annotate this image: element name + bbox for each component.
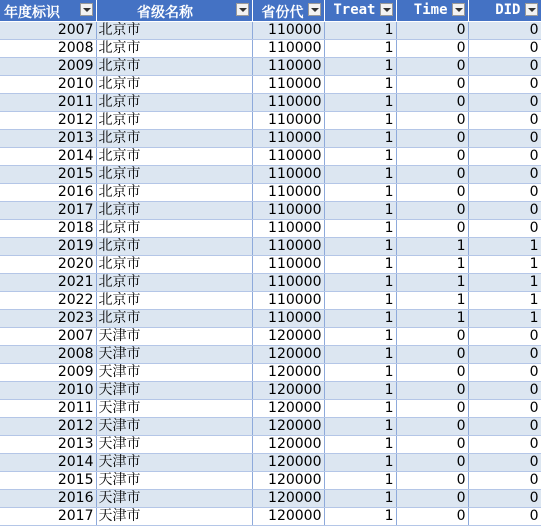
cell-province[interactable]: 北京市	[96, 274, 252, 292]
cell-time[interactable]: 0	[396, 436, 468, 454]
column-header-time[interactable]	[396, 0, 468, 22]
table-row[interactable]	[0, 58, 541, 76]
cell-treat[interactable]: 1	[324, 508, 396, 526]
cell-code[interactable]: 120000	[252, 436, 324, 454]
cell-year[interactable]: 2012	[0, 112, 96, 130]
cell-province[interactable]: 北京市	[96, 148, 252, 166]
cell-did[interactable]: 0	[468, 76, 541, 94]
cell-time[interactable]: 0	[396, 454, 468, 472]
cell-treat[interactable]: 1	[324, 94, 396, 112]
column-header-label: 省级名称	[137, 5, 193, 21]
cell-year[interactable]: 2008	[0, 346, 96, 364]
cell-year[interactable]: 2010	[0, 382, 96, 400]
cell-time[interactable]: 0	[396, 130, 468, 148]
cell-treat[interactable]: 1	[324, 364, 396, 382]
cell-year[interactable]: 2007	[0, 328, 96, 346]
cell-province[interactable]: 天津市	[96, 508, 252, 526]
cell-did[interactable]: 0	[468, 22, 541, 40]
cell-did[interactable]: 0	[468, 436, 541, 454]
table-row[interactable]	[0, 382, 541, 400]
cell-code[interactable]: 120000	[252, 454, 324, 472]
cell-province[interactable]: 北京市	[96, 94, 252, 112]
cell-time[interactable]: 0	[396, 328, 468, 346]
cell-province[interactable]: 天津市	[96, 472, 252, 490]
cell-year[interactable]: 2011	[0, 94, 96, 112]
cell-treat[interactable]: 1	[324, 382, 396, 400]
cell-year[interactable]: 2015	[0, 166, 96, 184]
cell-code[interactable]: 110000	[252, 166, 324, 184]
cell-treat[interactable]: 1	[324, 130, 396, 148]
cell-year[interactable]: 2014	[0, 148, 96, 166]
table-row[interactable]	[0, 508, 541, 526]
cell-treat[interactable]: 1	[324, 436, 396, 454]
cell-treat[interactable]: 1	[324, 310, 396, 328]
filter-dropdown-icon[interactable]	[525, 3, 538, 16]
cell-year[interactable]: 2007	[0, 22, 96, 40]
cell-did[interactable]: 0	[468, 328, 541, 346]
cell-province[interactable]: 北京市	[96, 238, 252, 256]
cell-code[interactable]: 110000	[252, 58, 324, 76]
cell-province[interactable]: 北京市	[96, 256, 252, 274]
filter-dropdown-icon[interactable]	[308, 3, 321, 16]
cell-treat[interactable]: 1	[324, 292, 396, 310]
cell-treat[interactable]: 1	[324, 328, 396, 346]
cell-treat[interactable]: 1	[324, 166, 396, 184]
cell-year[interactable]: 2016	[0, 184, 96, 202]
cell-province[interactable]: 北京市	[96, 184, 252, 202]
cell-time[interactable]: 0	[396, 166, 468, 184]
cell-time[interactable]: 0	[396, 22, 468, 40]
filter-dropdown-icon[interactable]	[452, 3, 465, 16]
cell-time[interactable]: 0	[396, 40, 468, 58]
cell-did[interactable]: 0	[468, 184, 541, 202]
cell-code[interactable]: 110000	[252, 112, 324, 130]
table-row[interactable]	[0, 328, 541, 346]
cell-year[interactable]: 2018	[0, 220, 96, 238]
cell-province[interactable]: 北京市	[96, 202, 252, 220]
cell-code[interactable]: 120000	[252, 508, 324, 526]
cell-code[interactable]: 110000	[252, 310, 324, 328]
cell-did[interactable]: 1	[468, 238, 541, 256]
cell-time[interactable]: 1	[396, 238, 468, 256]
cell-time[interactable]: 0	[396, 76, 468, 94]
table-row[interactable]	[0, 148, 541, 166]
cell-treat[interactable]: 1	[324, 274, 396, 292]
table-row[interactable]	[0, 130, 541, 148]
cell-year[interactable]: 2016	[0, 490, 96, 508]
cell-code[interactable]: 120000	[252, 346, 324, 364]
cell-year[interactable]: 2014	[0, 454, 96, 472]
cell-province[interactable]: 天津市	[96, 400, 252, 418]
cell-province[interactable]: 北京市	[96, 58, 252, 76]
cell-time[interactable]: 0	[396, 58, 468, 76]
cell-code[interactable]: 110000	[252, 202, 324, 220]
table-row[interactable]	[0, 292, 541, 310]
table-row[interactable]	[0, 490, 541, 508]
cell-treat[interactable]: 1	[324, 400, 396, 418]
cell-code[interactable]: 110000	[252, 148, 324, 166]
cell-did[interactable]: 0	[468, 148, 541, 166]
cell-year[interactable]: 2013	[0, 130, 96, 148]
cell-treat[interactable]: 1	[324, 220, 396, 238]
cell-province[interactable]: 天津市	[96, 490, 252, 508]
cell-treat[interactable]: 1	[324, 184, 396, 202]
cell-code[interactable]: 110000	[252, 238, 324, 256]
table-row[interactable]	[0, 256, 541, 274]
cell-treat[interactable]: 1	[324, 472, 396, 490]
cell-province[interactable]: 天津市	[96, 382, 252, 400]
cell-code[interactable]: 120000	[252, 364, 324, 382]
cell-year[interactable]: 2008	[0, 40, 96, 58]
cell-province[interactable]: 天津市	[96, 418, 252, 436]
cell-treat[interactable]: 1	[324, 148, 396, 166]
cell-treat[interactable]: 1	[324, 256, 396, 274]
cell-code[interactable]: 120000	[252, 472, 324, 490]
column-header-label: 省份代	[261, 5, 304, 21]
table-row[interactable]	[0, 22, 541, 40]
cell-year[interactable]: 2022	[0, 292, 96, 310]
cell-province[interactable]: 天津市	[96, 346, 252, 364]
cell-province[interactable]: 北京市	[96, 130, 252, 148]
cell-did[interactable]: 1	[468, 256, 541, 274]
cell-time[interactable]: 0	[396, 364, 468, 382]
cell-province[interactable]: 北京市	[96, 220, 252, 238]
cell-treat[interactable]: 1	[324, 490, 396, 508]
cell-did[interactable]: 0	[468, 490, 541, 508]
table-row[interactable]	[0, 238, 541, 256]
column-header-did[interactable]	[468, 0, 541, 22]
cell-time[interactable]: 1	[396, 256, 468, 274]
cell-treat[interactable]: 1	[324, 58, 396, 76]
cell-year[interactable]: 2010	[0, 76, 96, 94]
cell-code[interactable]: 110000	[252, 274, 324, 292]
cell-did[interactable]: 0	[468, 112, 541, 130]
cell-province[interactable]: 天津市	[96, 436, 252, 454]
cell-did[interactable]: 1	[468, 310, 541, 328]
cell-time[interactable]: 0	[396, 148, 468, 166]
cell-time[interactable]: 0	[396, 400, 468, 418]
cell-year[interactable]: 2015	[0, 472, 96, 490]
cell-province[interactable]: 北京市	[96, 76, 252, 94]
column-header-province[interactable]	[96, 0, 252, 22]
cell-code[interactable]: 110000	[252, 40, 324, 58]
cell-did[interactable]: 0	[468, 418, 541, 436]
table-row[interactable]	[0, 346, 541, 364]
table-row[interactable]	[0, 166, 541, 184]
cell-time[interactable]: 1	[396, 292, 468, 310]
cell-treat[interactable]: 1	[324, 76, 396, 94]
cell-did[interactable]: 0	[468, 58, 541, 76]
table-row[interactable]	[0, 436, 541, 454]
table-row[interactable]	[0, 454, 541, 472]
cell-did[interactable]: 0	[468, 346, 541, 364]
cell-did[interactable]: 0	[468, 130, 541, 148]
table-row[interactable]	[0, 76, 541, 94]
filter-dropdown-icon[interactable]	[380, 3, 393, 16]
cell-code[interactable]: 120000	[252, 418, 324, 436]
cell-treat[interactable]: 1	[324, 454, 396, 472]
table-row[interactable]	[0, 184, 541, 202]
cell-time[interactable]: 0	[396, 418, 468, 436]
cell-year[interactable]: 2017	[0, 508, 96, 526]
cell-treat[interactable]: 1	[324, 418, 396, 436]
cell-did[interactable]: 0	[468, 508, 541, 526]
cell-province[interactable]: 天津市	[96, 364, 252, 382]
cell-time[interactable]: 0	[396, 472, 468, 490]
cell-year[interactable]: 2017	[0, 202, 96, 220]
cell-time[interactable]: 0	[396, 202, 468, 220]
cell-year[interactable]: 2023	[0, 310, 96, 328]
cell-did[interactable]: 0	[468, 220, 541, 238]
filter-dropdown-icon[interactable]	[236, 3, 249, 16]
cell-code[interactable]: 120000	[252, 490, 324, 508]
cell-province[interactable]: 北京市	[96, 166, 252, 184]
cell-year[interactable]: 2020	[0, 256, 96, 274]
column-header-label: 年度标识	[4, 5, 60, 21]
cell-code[interactable]: 110000	[252, 22, 324, 40]
cell-treat[interactable]: 1	[324, 238, 396, 256]
cell-did[interactable]: 1	[468, 274, 541, 292]
column-header-year[interactable]	[0, 0, 96, 22]
cell-year[interactable]: 2012	[0, 418, 96, 436]
table-row[interactable]	[0, 364, 541, 382]
cell-province[interactable]: 北京市	[96, 310, 252, 328]
header-row	[0, 0, 541, 22]
cell-time[interactable]: 1	[396, 274, 468, 292]
cell-code[interactable]: 110000	[252, 94, 324, 112]
cell-did[interactable]: 0	[468, 364, 541, 382]
column-header-label: DID	[495, 2, 521, 18]
cell-code[interactable]: 110000	[252, 220, 324, 238]
table-row[interactable]	[0, 220, 541, 238]
cell-did[interactable]: 0	[468, 400, 541, 418]
cell-code[interactable]: 120000	[252, 400, 324, 418]
table-row[interactable]	[0, 112, 541, 130]
cell-province[interactable]: 天津市	[96, 328, 252, 346]
cell-code[interactable]: 110000	[252, 184, 324, 202]
cell-did[interactable]: 1	[468, 292, 541, 310]
column-header-label: Treat	[333, 2, 376, 18]
cell-did[interactable]: 0	[468, 40, 541, 58]
cell-treat[interactable]: 1	[324, 112, 396, 130]
cell-code[interactable]: 110000	[252, 256, 324, 274]
cell-treat[interactable]: 1	[324, 346, 396, 364]
cell-time[interactable]: 0	[396, 490, 468, 508]
cell-year[interactable]: 2009	[0, 364, 96, 382]
cell-time[interactable]: 0	[396, 220, 468, 238]
table-row[interactable]	[0, 400, 541, 418]
table-row[interactable]	[0, 418, 541, 436]
cell-province[interactable]: 北京市	[96, 22, 252, 40]
cell-did[interactable]: 0	[468, 454, 541, 472]
cell-year[interactable]: 2021	[0, 274, 96, 292]
cell-province[interactable]: 北京市	[96, 112, 252, 130]
cell-did[interactable]: 0	[468, 382, 541, 400]
column-header-label: Time	[413, 2, 448, 18]
cell-code[interactable]: 120000	[252, 382, 324, 400]
table-body	[0, 22, 541, 526]
table-row[interactable]	[0, 472, 541, 490]
cell-province[interactable]: 天津市	[96, 454, 252, 472]
cell-time[interactable]: 0	[396, 382, 468, 400]
column-header-code[interactable]	[252, 0, 324, 22]
cell-did[interactable]: 0	[468, 166, 541, 184]
cell-code[interactable]: 110000	[252, 130, 324, 148]
table-row[interactable]	[0, 310, 541, 328]
cell-did[interactable]: 0	[468, 472, 541, 490]
cell-year[interactable]: 2019	[0, 238, 96, 256]
table-row[interactable]	[0, 274, 541, 292]
cell-code[interactable]: 120000	[252, 328, 324, 346]
column-header-treat[interactable]	[324, 0, 396, 22]
cell-province[interactable]: 北京市	[96, 292, 252, 310]
cell-time[interactable]: 0	[396, 508, 468, 526]
cell-time[interactable]: 0	[396, 112, 468, 130]
cell-time[interactable]: 0	[396, 346, 468, 364]
cell-time[interactable]: 0	[396, 94, 468, 112]
cell-treat[interactable]: 1	[324, 202, 396, 220]
cell-year[interactable]: 2011	[0, 400, 96, 418]
cell-treat[interactable]: 1	[324, 22, 396, 40]
table-row[interactable]	[0, 94, 541, 112]
cell-year[interactable]: 2009	[0, 58, 96, 76]
cell-time[interactable]: 1	[396, 310, 468, 328]
cell-time[interactable]: 0	[396, 184, 468, 202]
cell-province[interactable]: 北京市	[96, 40, 252, 58]
cell-did[interactable]: 0	[468, 94, 541, 112]
filter-dropdown-icon[interactable]	[80, 3, 93, 16]
table-row[interactable]	[0, 40, 541, 58]
cell-treat[interactable]: 1	[324, 40, 396, 58]
cell-code[interactable]: 110000	[252, 76, 324, 94]
cell-code[interactable]: 110000	[252, 292, 324, 310]
cell-did[interactable]: 0	[468, 202, 541, 220]
table-row[interactable]	[0, 202, 541, 220]
cell-year[interactable]: 2013	[0, 436, 96, 454]
